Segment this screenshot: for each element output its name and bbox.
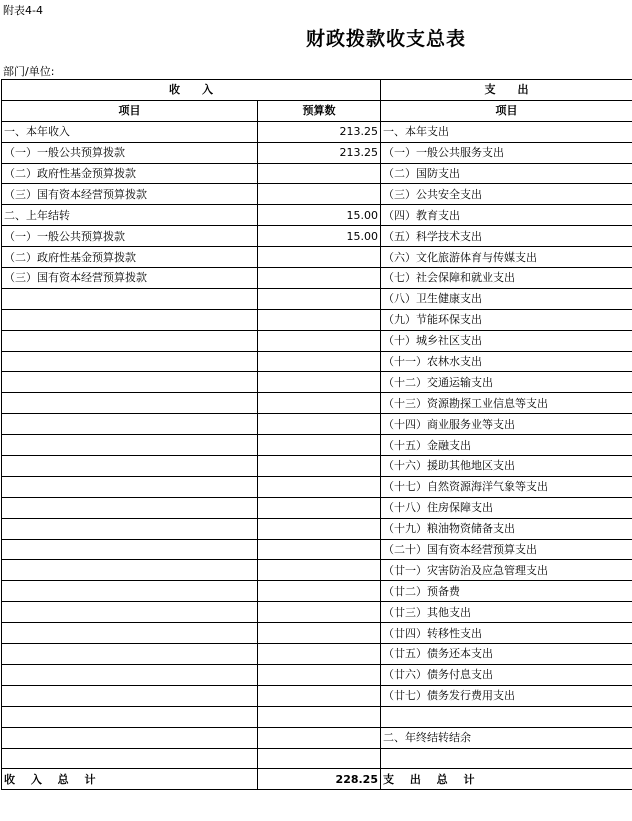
income-item-cell: （二）政府性基金预算拨款 bbox=[2, 163, 258, 184]
income-item-cell bbox=[2, 644, 258, 665]
department-label: 部门/单位: bbox=[3, 65, 55, 78]
expense-item-cell: （廿五）债务还本支出 bbox=[381, 644, 632, 665]
income-amount-cell bbox=[258, 288, 381, 309]
expense-item-cell: （十七）自然资源海洋气象等支出 bbox=[381, 476, 632, 497]
income-item-cell: （三）国有资本经营预算拨款 bbox=[2, 268, 258, 289]
income-amount-cell bbox=[258, 268, 381, 289]
expense-item-cell: （十三）资源勘探工业信息等支出 bbox=[381, 393, 632, 414]
header-row-section bbox=[2, 80, 632, 101]
income-amount-cell bbox=[258, 518, 381, 539]
expense-item-cell: （廿一）灾害防治及应急管理支出 bbox=[381, 560, 632, 581]
income-amount-cell bbox=[258, 706, 381, 727]
expense-item-cell bbox=[381, 748, 632, 769]
income-item-cell bbox=[2, 623, 258, 644]
table-row bbox=[2, 393, 632, 414]
income-amount-cell bbox=[258, 330, 381, 351]
expense-item-cell: （三）公共安全支出 bbox=[381, 184, 632, 205]
table-row bbox=[2, 121, 632, 142]
income-item-cell bbox=[2, 685, 258, 706]
expense-item-cell: （十五）金融支出 bbox=[381, 435, 632, 456]
income-item-cell bbox=[2, 456, 258, 477]
income-item-header: 项目 bbox=[2, 100, 258, 121]
income-item-cell bbox=[2, 288, 258, 309]
income-item-cell bbox=[2, 602, 258, 623]
income-amount-cell bbox=[258, 309, 381, 330]
income-item-cell: （三）国有资本经营预算拨款 bbox=[2, 184, 258, 205]
income-amount-cell: 15.00 bbox=[258, 226, 381, 247]
table-row bbox=[2, 226, 632, 247]
attachment-label: 附表4-4 bbox=[3, 4, 43, 17]
income-item-cell: （一）一般公共预算拨款 bbox=[2, 226, 258, 247]
table-row bbox=[2, 372, 632, 393]
table-row bbox=[2, 664, 632, 685]
expense-item-cell: （十）城乡社区支出 bbox=[381, 330, 632, 351]
income-item-cell bbox=[2, 393, 258, 414]
table-row bbox=[2, 247, 632, 268]
income-item-cell bbox=[2, 309, 258, 330]
table-row bbox=[2, 205, 632, 226]
income-amount-cell bbox=[258, 623, 381, 644]
income-item-cell bbox=[2, 706, 258, 727]
income-item-cell bbox=[2, 581, 258, 602]
income-item-cell bbox=[2, 372, 258, 393]
table-row bbox=[2, 309, 632, 330]
table-row bbox=[2, 685, 632, 706]
expense-item-cell: （四）教育支出 bbox=[381, 205, 632, 226]
table-row bbox=[2, 476, 632, 497]
income-amount-cell bbox=[258, 351, 381, 372]
income-item-cell bbox=[2, 727, 258, 748]
expense-item-cell: （五）科学技术支出 bbox=[381, 226, 632, 247]
table-row bbox=[2, 330, 632, 351]
income-item-cell: （一）一般公共预算拨款 bbox=[2, 142, 258, 163]
expense-item-cell: （十六）援助其他地区支出 bbox=[381, 456, 632, 477]
income-item-cell bbox=[2, 539, 258, 560]
income-amount-cell bbox=[258, 247, 381, 268]
income-item-cell: 二、上年结转 bbox=[2, 205, 258, 226]
income-amount-cell bbox=[258, 748, 381, 769]
income-item-cell bbox=[2, 414, 258, 435]
income-amount-cell bbox=[258, 560, 381, 581]
income-amount-cell bbox=[258, 581, 381, 602]
income-amount-cell bbox=[258, 539, 381, 560]
income-amount-cell bbox=[258, 644, 381, 665]
expense-item-cell: （廿六）债务付息支出 bbox=[381, 664, 632, 685]
table-row bbox=[2, 602, 632, 623]
expense-item-cell: （廿三）其他支出 bbox=[381, 602, 632, 623]
table-row bbox=[2, 581, 632, 602]
table-row bbox=[2, 184, 632, 205]
expense-item-cell: （十九）粮油物资储备支出 bbox=[381, 518, 632, 539]
expense-item-cell: （六）文化旅游体育与传媒支出 bbox=[381, 247, 632, 268]
totals-row bbox=[2, 769, 632, 790]
income-item-cell: （二）政府性基金预算拨款 bbox=[2, 247, 258, 268]
expense-item-cell: （八）卫生健康支出 bbox=[381, 288, 632, 309]
income-item-cell bbox=[2, 330, 258, 351]
expense-item-cell: 二、年终结转结余 bbox=[381, 727, 632, 748]
income-amount-cell bbox=[258, 476, 381, 497]
expense-item-cell: （二）国防支出 bbox=[381, 163, 632, 184]
table-row bbox=[2, 456, 632, 477]
table-row bbox=[2, 351, 632, 372]
income-amount-cell: 213.25 bbox=[258, 121, 381, 142]
income-item-cell bbox=[2, 476, 258, 497]
expense-item-cell: （九）节能环保支出 bbox=[381, 309, 632, 330]
table-row bbox=[2, 623, 632, 644]
page-title: 财政拨款收支总表 bbox=[305, 28, 466, 50]
income-amount-cell bbox=[258, 393, 381, 414]
income-amount-cell bbox=[258, 497, 381, 518]
income-amount-cell bbox=[258, 414, 381, 435]
income-amount-cell bbox=[258, 727, 381, 748]
table-row bbox=[2, 288, 632, 309]
income-amount-cell bbox=[258, 456, 381, 477]
table-row bbox=[2, 539, 632, 560]
expense-item-cell: （廿二）预备费 bbox=[381, 581, 632, 602]
table-row bbox=[2, 163, 632, 184]
expense-item-cell bbox=[381, 706, 632, 727]
income-item-cell bbox=[2, 351, 258, 372]
income-item-cell bbox=[2, 748, 258, 769]
expense-item-cell: 一、本年支出 bbox=[381, 121, 632, 142]
header-row-columns bbox=[2, 100, 632, 121]
income-amount-cell bbox=[258, 372, 381, 393]
table-row bbox=[2, 142, 632, 163]
income-item-cell: 一、本年收入 bbox=[2, 121, 258, 142]
expense-header: 支 出 bbox=[381, 80, 632, 101]
income-item-cell bbox=[2, 497, 258, 518]
budget-table bbox=[1, 79, 632, 790]
table-row bbox=[2, 706, 632, 727]
table-row bbox=[2, 497, 632, 518]
table-row bbox=[2, 644, 632, 665]
expense-item-cell: （廿七）债务发行费用支出 bbox=[381, 685, 632, 706]
income-amount-cell bbox=[258, 163, 381, 184]
expense-item-cell: （十二）交通运输支出 bbox=[381, 372, 632, 393]
table-row bbox=[2, 268, 632, 289]
table-row bbox=[2, 727, 632, 748]
income-item-cell bbox=[2, 435, 258, 456]
table-row bbox=[2, 748, 632, 769]
table-row bbox=[2, 518, 632, 539]
expense-item-cell: （十一）农林水支出 bbox=[381, 351, 632, 372]
income-amount-cell: 213.25 bbox=[258, 142, 381, 163]
income-amount-cell bbox=[258, 685, 381, 706]
expense-item-cell: （十四）商业服务业等支出 bbox=[381, 414, 632, 435]
table-row bbox=[2, 560, 632, 581]
budget-header: 预算数 bbox=[258, 100, 381, 121]
expense-item-cell: （廿四）转移性支出 bbox=[381, 623, 632, 644]
income-total-amount: 228.25 bbox=[258, 769, 381, 790]
income-item-cell bbox=[2, 560, 258, 581]
income-amount-cell bbox=[258, 664, 381, 685]
income-amount-cell bbox=[258, 184, 381, 205]
expense-item-cell: （一）一般公共服务支出 bbox=[381, 142, 632, 163]
expense-item-header: 项目 bbox=[381, 100, 632, 121]
expense-item-cell: （七）社会保障和就业支出 bbox=[381, 268, 632, 289]
income-item-cell bbox=[2, 664, 258, 685]
income-header: 收 入 bbox=[2, 80, 381, 101]
expense-item-cell: （二十）国有资本经营预算支出 bbox=[381, 539, 632, 560]
table-row bbox=[2, 435, 632, 456]
expense-total-label: 支 出 总 计 bbox=[381, 769, 632, 790]
income-item-cell bbox=[2, 518, 258, 539]
income-total-label: 收 入 总 计 bbox=[2, 769, 258, 790]
income-amount-cell: 15.00 bbox=[258, 205, 381, 226]
expense-item-cell: （十八）住房保障支出 bbox=[381, 497, 632, 518]
income-amount-cell bbox=[258, 602, 381, 623]
table-row bbox=[2, 414, 632, 435]
income-amount-cell bbox=[258, 435, 381, 456]
